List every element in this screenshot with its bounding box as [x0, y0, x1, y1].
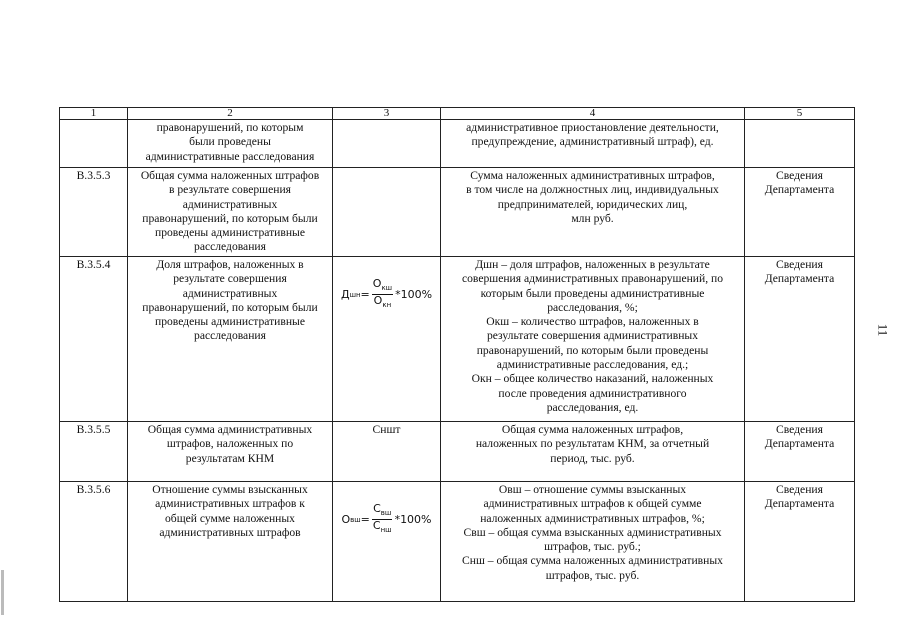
indicator-name: правонарушений, по которым были проведены административные расследования — [128, 120, 333, 168]
table-header-row — [60, 108, 855, 120]
table-row — [60, 257, 855, 422]
formula-denominator: $С_{нш}$ — [372, 519, 392, 535]
indicator-source: Сведения Департамента — [745, 422, 855, 482]
formula-fraction — [372, 278, 393, 311]
table-row — [60, 168, 855, 257]
formula-fraction — [372, 503, 393, 536]
formula-numerator: $С_{вш}$ — [372, 503, 392, 520]
scan-edge-mark — [1, 570, 4, 615]
page-number: 11 — [875, 323, 891, 337]
header-cell-3: 3 — [333, 108, 441, 120]
header-cell-1: 1 — [60, 108, 128, 120]
indicator-name: Общая сумма наложенных штрафов в результате совершения административных правонарушений, по которым были проведены административные расследования — [128, 168, 333, 257]
indicator-source — [745, 120, 855, 168]
formula-lhs: О — [341, 512, 351, 526]
indicator-description: Сумма наложенных административных штрафов, в том числе на должностных лиц, индивидуальных предпринимателей, юридических лиц, млн руб. — [441, 168, 745, 257]
indicator-code — [60, 120, 128, 168]
formula-lhs: Д — [340, 287, 350, 301]
indicator-formula — [333, 482, 441, 602]
formula-lhs-subscript: шн — [349, 290, 361, 299]
formula-factor: *100% — [394, 512, 432, 526]
indicator-name: Доля штрафов, наложенных в результате совершения административных правонарушений, по которым были проведены административные расследования — [128, 257, 333, 422]
indicator-description: Дшн – доля штрафов, наложенных в результате совершения административных правонарушений, по которым были проведены административные расследования, %; Окш – количество штрафов, наложенных в результате совершения административных правонарушений, по которым были проведены административные расследования, ед.; Окн – общее количество наказаний, наложенных после проведения административного расследования, ед. — [441, 257, 745, 422]
header-cell-5: 5 — [745, 108, 855, 120]
indicator-description: административное приостановление деятельности, предупреждение, административный штраф), ед. — [441, 120, 745, 168]
header-cell-4: 4 — [441, 108, 745, 120]
formula-factor: *100% — [395, 287, 433, 301]
indicator-description: Общая сумма наложенных штрафов, наложенных по результатам КНМ, за отчетный период, тыс. руб. — [441, 422, 745, 482]
formula-denominator: $О_{кн}$ — [373, 294, 392, 310]
indicator-code: В.3.5.5 — [60, 422, 128, 482]
indicator-code: В.3.5.4 — [60, 257, 128, 422]
header-cell-2: 2 — [128, 108, 333, 120]
indicator-formula — [333, 257, 441, 422]
table-row — [60, 422, 855, 482]
indicator-description: Овш – отношение суммы взысканных административных штрафов к общей сумме наложенных административных штрафов, %; Свш – общая сумма взысканных административных штрафов, тыс. руб.; Снш – общая сумма наложенных административных штрафов, тыс. руб. — [441, 482, 745, 602]
indicator-source: Сведения Департамента — [745, 168, 855, 257]
indicator-source: Сведения Департамента — [745, 482, 855, 602]
equals-sign: = — [360, 287, 370, 301]
indicator-code: В.3.5.6 — [60, 482, 128, 602]
indicator-name: Общая сумма административных штрафов, наложенных по результатам КНМ — [128, 422, 333, 482]
formula-expression — [341, 278, 432, 311]
formula-lhs-subscript: вш — [350, 515, 361, 524]
table-row — [60, 482, 855, 602]
indicator-formula: Сншт — [333, 422, 441, 482]
indicator-source: Сведения Департамента — [745, 257, 855, 422]
formula-numerator: $О_{кш}$ — [372, 278, 393, 295]
indicator-code: В.3.5.3 — [60, 168, 128, 257]
indicator-formula — [333, 120, 441, 168]
indicators-table — [59, 107, 855, 602]
indicator-formula — [333, 168, 441, 257]
formula-expression — [341, 503, 431, 536]
equals-sign: = — [360, 512, 370, 526]
table-row — [60, 120, 855, 168]
indicator-name: Отношение суммы взысканных административных штрафов к общей сумме наложенных административных штрафов — [128, 482, 333, 602]
